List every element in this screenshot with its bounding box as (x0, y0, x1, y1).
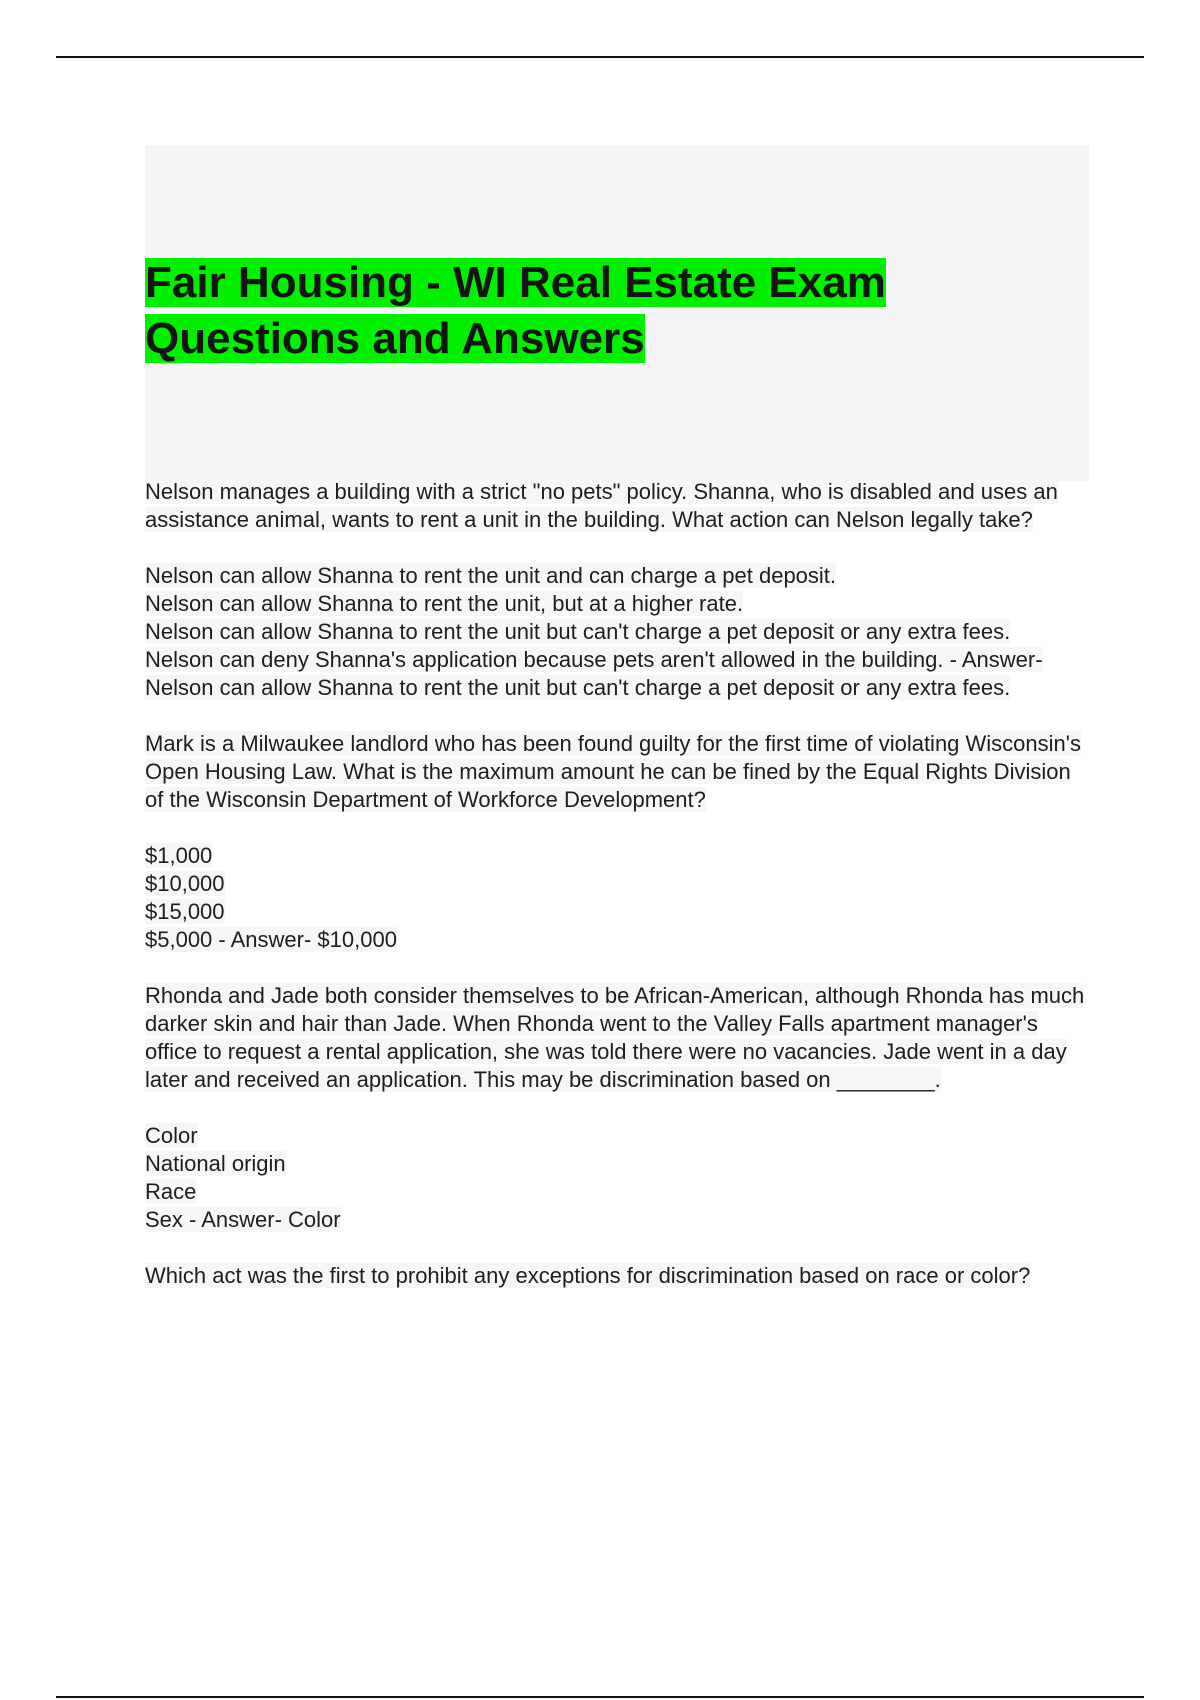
answer-option: National origin (145, 1151, 286, 1176)
answer-options (145, 842, 1085, 954)
answer-option: $1,000 (145, 843, 213, 868)
answer-option: Nelson can allow Shanna to rent the unit and can charge a pet deposit. (145, 563, 837, 588)
question-block (145, 478, 1085, 702)
answer-option: $15,000 (145, 899, 225, 924)
header-rule (56, 56, 1144, 58)
document-title (145, 255, 975, 367)
answer-option-with-answer: $5,000 - Answer- $10,000 (145, 927, 397, 952)
question-block (145, 1262, 1085, 1290)
question-text: Rhonda and Jade both consider themselves to be African-American, although Rhonda has much darker skin and hair than Jade. When Rhonda went to the Valley Falls apartment manager's office to request a rental application, she was told there were no vacancies. Jade went in a day later and received an application. This may be discrimination based on ________. (145, 983, 1085, 1092)
answer-options (145, 1122, 1085, 1234)
footer-rule (56, 1696, 1144, 1698)
question-block (145, 730, 1085, 954)
question-block (145, 982, 1085, 1234)
answer-option: Color (145, 1123, 198, 1148)
question-list (145, 478, 1085, 1318)
answer-options (145, 562, 1085, 702)
answer-option-with-answer: Nelson can deny Shanna's application because pets aren't allowed in the building. - Answer- Nelson can allow Shanna to rent the unit but can't charge a pet deposit or any extra fees. (145, 647, 1043, 700)
answer-option: Race (145, 1179, 197, 1204)
question-text: Nelson manages a building with a strict "no pets" policy. Shanna, who is disabled and uses an assistance animal, wants to rent a unit in the building. What action can Nelson legally take? (145, 479, 1058, 532)
answer-option: $10,000 (145, 871, 225, 896)
question-text: Mark is a Milwaukee landlord who has been found guilty for the first time of violating Wisconsin's Open Housing Law. What is the maximum amount he can be fined by the Equal Rights Division of the Wisconsin Department of Workforce Development? (145, 731, 1081, 812)
answer-option: Nelson can allow Shanna to rent the unit, but at a higher rate. (145, 591, 744, 616)
question-text: Which act was the first to prohibit any exceptions for discrimination based on race or color? (145, 1263, 1031, 1288)
answer-option: Nelson can allow Shanna to rent the unit but can't charge a pet deposit or any extra fees. (145, 619, 1011, 644)
document-title-line-1: Fair Housing - WI Real Estate Exam (145, 258, 886, 307)
answer-option-with-answer: Sex - Answer- Color (145, 1207, 341, 1232)
document-title-line-2: Questions and Answers (145, 314, 645, 363)
